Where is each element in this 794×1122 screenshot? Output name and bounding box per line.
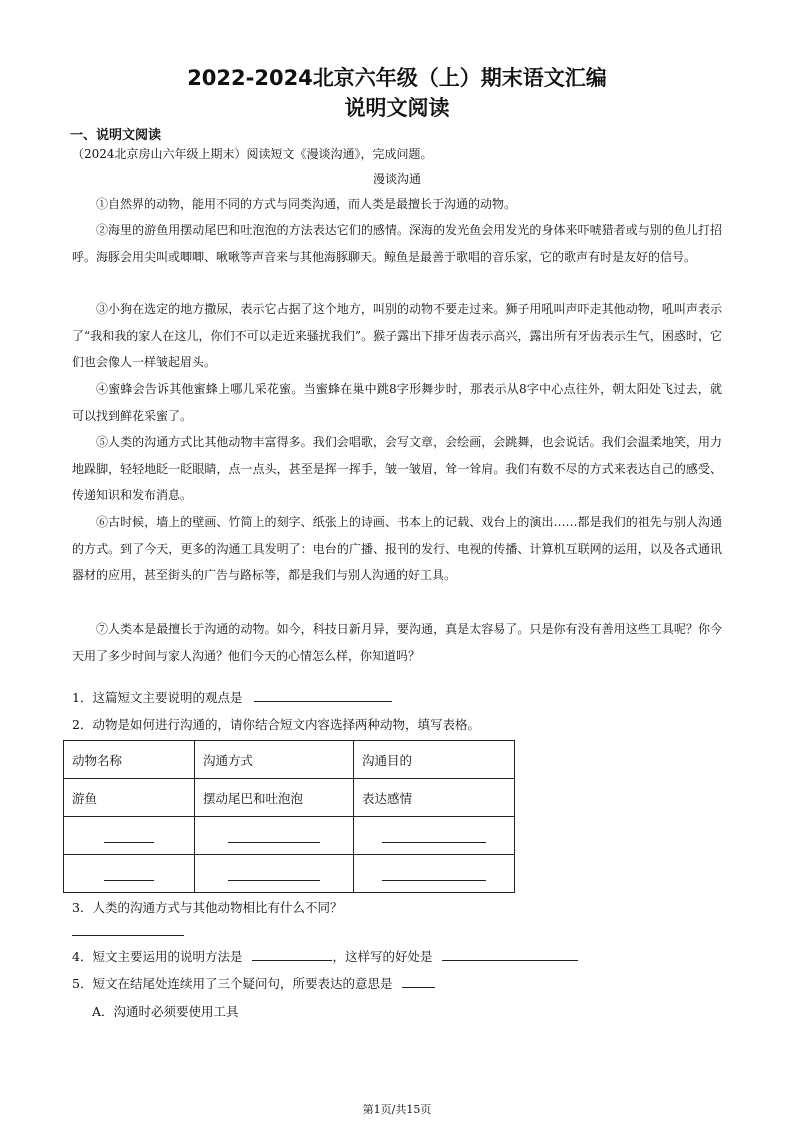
section-heading: 一、说明文阅读	[70, 128, 162, 143]
answer-blank-3[interactable]	[72, 935, 184, 936]
table-answer-blank[interactable]	[228, 879, 320, 881]
question-1	[72, 688, 392, 706]
paragraph-1: ①自然界的动物，能用不同的方式与同类沟通，而人类是最擅长于沟通的动物。	[96, 197, 517, 211]
source-line: （2024北京房山六年级上期末）阅读短文《漫谈沟通》，完成问题。	[72, 147, 433, 161]
question-5-option-a[interactable]: A．沟通时必须要使用工具	[92, 1004, 239, 1019]
question-3: 3．人类的沟通方式与其他动物相比有什么不同？	[72, 900, 343, 915]
answer-blank-5[interactable]	[402, 974, 435, 988]
table-row	[64, 855, 515, 893]
question-4-text-b: ，这样写的好处是	[332, 949, 433, 964]
table-cell: 摆动尾巴和吐泡泡	[195, 779, 354, 817]
question-5-text: 5．短文在结尾处连续用了三个疑问句，所要表达的意思是	[72, 976, 393, 991]
table-answer-blank[interactable]	[382, 841, 486, 843]
paragraph-7: ⑦人类本是最擅长于沟通的动物。如今，科技日新月异，要沟通，真是太容易了。只是你有没有善用这些工具呢？你今天用了多少时间与家人沟通？他们今天的心情怎么样，你知道吗？	[72, 622, 722, 663]
table-answer-blank[interactable]	[382, 879, 486, 881]
table-answer-blank[interactable]	[104, 879, 154, 881]
question-2: 2．动物是如何进行沟通的，请你结合短文内容选择两种动物，填写表格。	[72, 717, 480, 732]
page-subtitle: 说明文阅读	[344, 96, 450, 120]
question-1-text: 1．这篇短文主要说明的观点是	[72, 690, 243, 705]
paragraph-5: ⑤人类的沟通方式比其他动物丰富得多。我们会唱歌，会写文章，会绘画，会跳舞，也会说话。我们会温柔地笑，用力地跺脚，轻轻地眨一眨眼睛，点一点头，甚至是挥一挥手，皱一皱眉，耸一耸肩。我们有数不尽的方式来表达自己的感受、传递知识和发布消息。	[72, 435, 722, 502]
passage-title: 漫谈沟通	[372, 172, 421, 186]
table-row	[64, 779, 515, 817]
answer-blank-1[interactable]	[254, 688, 392, 702]
question-4-text: 4．短文主要运用的说明方法是	[72, 949, 243, 964]
paragraph-3: ③小狗在选定的地方撒尿，表示它占据了这个地方，叫别的动物不要走过来。狮子用吼叫声吓走其他动物，吼叫声表示了“我和我的家人在这儿，你们不可以走近来骚扰我们”。猴子露出下排牙齿表示高兴，露出所有牙齿表示生气，困惑时，它们也会像人一样皱起眉头。	[72, 302, 722, 369]
table-answer-blank[interactable]	[228, 841, 320, 843]
page-footer: 第1页/共15页	[362, 1103, 432, 1116]
animal-table	[63, 740, 515, 893]
table-header-cell: 沟通方式	[195, 741, 354, 779]
answer-blank-4a[interactable]	[252, 947, 332, 961]
table-row	[64, 817, 515, 855]
question-5	[72, 974, 435, 992]
table-header-cell: 沟通目的	[354, 741, 515, 779]
paragraph-6: ⑥古时候，墙上的壁画、竹简上的刻字、纸张上的诗画、书本上的记载、戏台上的演出……都是我们的祖先与别人沟通的方式。到了今天，更多的沟通工具发明了：电台的广播、报刊的发行、电视的传播、计算机互联网的运用，以及各式通讯器材的应用，甚至街头的广告与路标等，都是我们与别人沟通的好工具。	[72, 515, 722, 582]
table-cell: 表达感情	[354, 779, 515, 817]
answer-blank-4b[interactable]	[442, 947, 578, 961]
table-answer-blank[interactable]	[104, 841, 154, 843]
table-header-row	[64, 741, 515, 779]
page-title: 2022-2024北京六年级（上）期末语文汇编	[187, 66, 607, 90]
table-cell: 游鱼	[64, 779, 195, 817]
paragraph-2: ②海里的游鱼用摆动尾巴和吐泡泡的方法表达它们的感情。深海的发光鱼会用发光的身体来吓唬猎者或与别的鱼儿打招呼。海豚会用尖叫或唧唧、啾啾等声音来与其他海豚聊天。鲸鱼是最善于歌唱的音乐家，它的歌声有时是友好的信号。	[72, 223, 722, 264]
paragraph-4: ④蜜蜂会告诉其他蜜蜂上哪儿采花蜜。当蜜蜂在巢中跳8字形舞步时，那表示从8字中心点往外，朝太阳处飞过去，就可以找到鲜花采蜜了。	[72, 382, 722, 423]
table-header-cell: 动物名称	[64, 741, 195, 779]
question-4	[72, 947, 578, 965]
